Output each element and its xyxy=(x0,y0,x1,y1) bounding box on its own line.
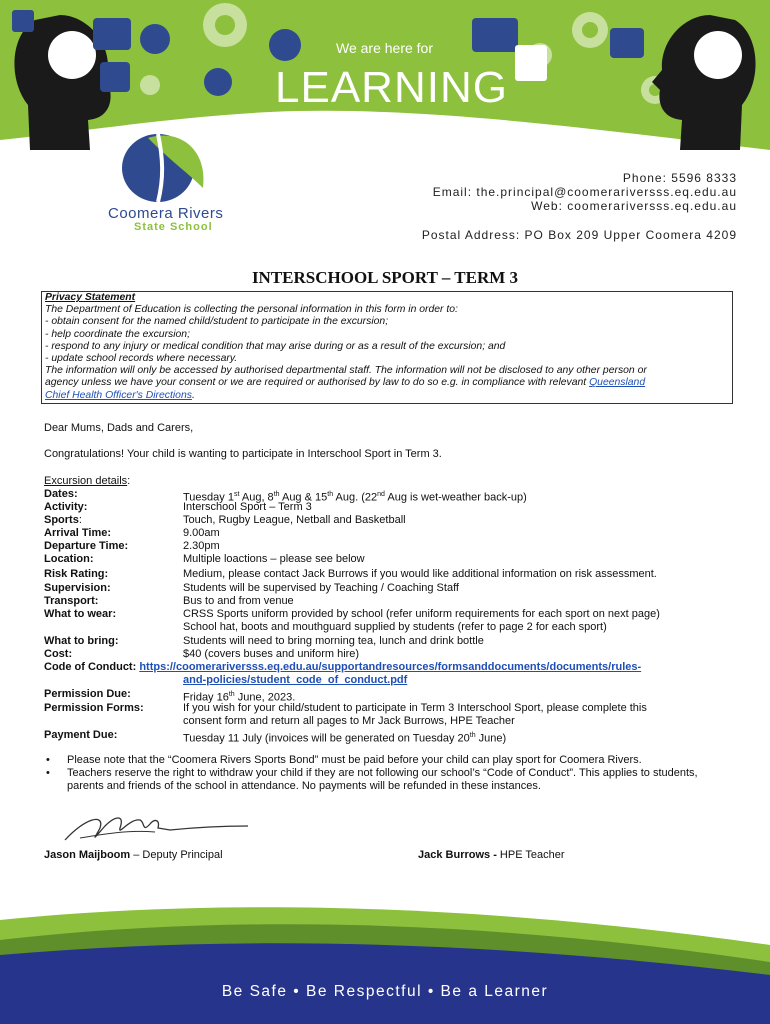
footer-motto: Be Safe • Be Respectful • Be a Learner xyxy=(221,983,549,1000)
contact-phone: Phone: 5596 8333 xyxy=(622,171,737,185)
contact-email: Email: the.principal@coomerariversss.eq.edu.au xyxy=(432,185,737,199)
greeting: Dear Mums, Dads and Carers, xyxy=(44,422,194,434)
privacy-closing-line2: agency unless we have your consent or we are required or authorised by law to do so e.g. in compliance with relevant Queensland xyxy=(45,377,646,389)
notepad-icon xyxy=(100,62,130,92)
contact-postal: Postal Address: PO Box 209 Upper Coomera 4209 xyxy=(421,228,737,242)
presentation-icon xyxy=(515,45,547,81)
page-title: INTERSCHOOL SPORT – TERM 3 xyxy=(251,268,519,287)
footer-banner xyxy=(0,900,770,1024)
computer-icon xyxy=(472,18,518,52)
privacy-intro: The Department of Education is collecting the personal information in this form in order to: xyxy=(45,304,458,316)
privacy-item: - obtain consent for the named child/student to participate in the excursion; xyxy=(45,316,389,328)
banner-tagline: We are here for xyxy=(336,40,434,56)
privacy-link-cont[interactable]: Chief Health Officer's Directions xyxy=(45,389,192,401)
privacy-link[interactable]: Queensland xyxy=(589,377,646,389)
privacy-item: - help coordinate the excursion; xyxy=(45,328,190,340)
teacher-signature: Jack Burrows - HPE Teacher xyxy=(418,849,565,861)
code-of-conduct-link-cont[interactable]: and-policies/student_code_of_conduct.pdf xyxy=(183,674,408,686)
principal-signature: Jason Maijboom – Deputy Principal xyxy=(44,849,223,861)
music-icon xyxy=(12,10,34,32)
contact-web: Web: coomerariversss.eq.edu.au xyxy=(531,199,737,213)
tablet-icon xyxy=(610,28,644,58)
school-name: Coomera Rivers xyxy=(108,205,224,222)
signature-image xyxy=(60,808,250,848)
code-of-conduct-link[interactable]: https://coomerariversss.eq.edu.au/supportandresources/formsanddocuments/documents/rules- xyxy=(139,661,642,673)
microscope-icon xyxy=(204,68,232,96)
congrats-text: Congratulations! Your child is wanting to participate in Interschool Sport in Term 3. xyxy=(44,448,442,460)
privacy-item: - respond to any injury or medical condition that may arise during or as a result of the excursion; and xyxy=(45,340,506,352)
banner-headline: LEARNING xyxy=(275,63,508,112)
details-heading: Excursion details xyxy=(44,475,128,487)
list-item: • Please note that the “Coomera Rivers Sports Bond” must be paid before your child can play sport for Coomera Rivers. xyxy=(44,754,734,767)
privacy-closing-line1: The information will only be accessed by authorised departmental staff. The information will not be disclosed to any other person or xyxy=(45,365,647,377)
privacy-heading: Privacy Statement xyxy=(45,292,136,303)
privacy-item: - update school records where necessary. xyxy=(45,353,238,365)
book-icon xyxy=(93,18,131,50)
check-icon xyxy=(269,29,301,61)
privacy-closing-line3: Chief Health Officer's Directions. xyxy=(45,389,195,401)
group-icon xyxy=(140,24,170,54)
lightbulb-icon xyxy=(48,31,96,79)
list-item: • Teachers reserve the right to withdraw your child if they are not following our school’s “Code of Conduct”. This applies to students, parents and friends of the school in attendance. No payments will be refunded in these instances. xyxy=(44,767,734,793)
privacy-statement-box xyxy=(41,291,733,404)
school-subname: State School xyxy=(134,221,213,233)
notes-list xyxy=(44,754,734,793)
school-logo xyxy=(118,118,218,208)
